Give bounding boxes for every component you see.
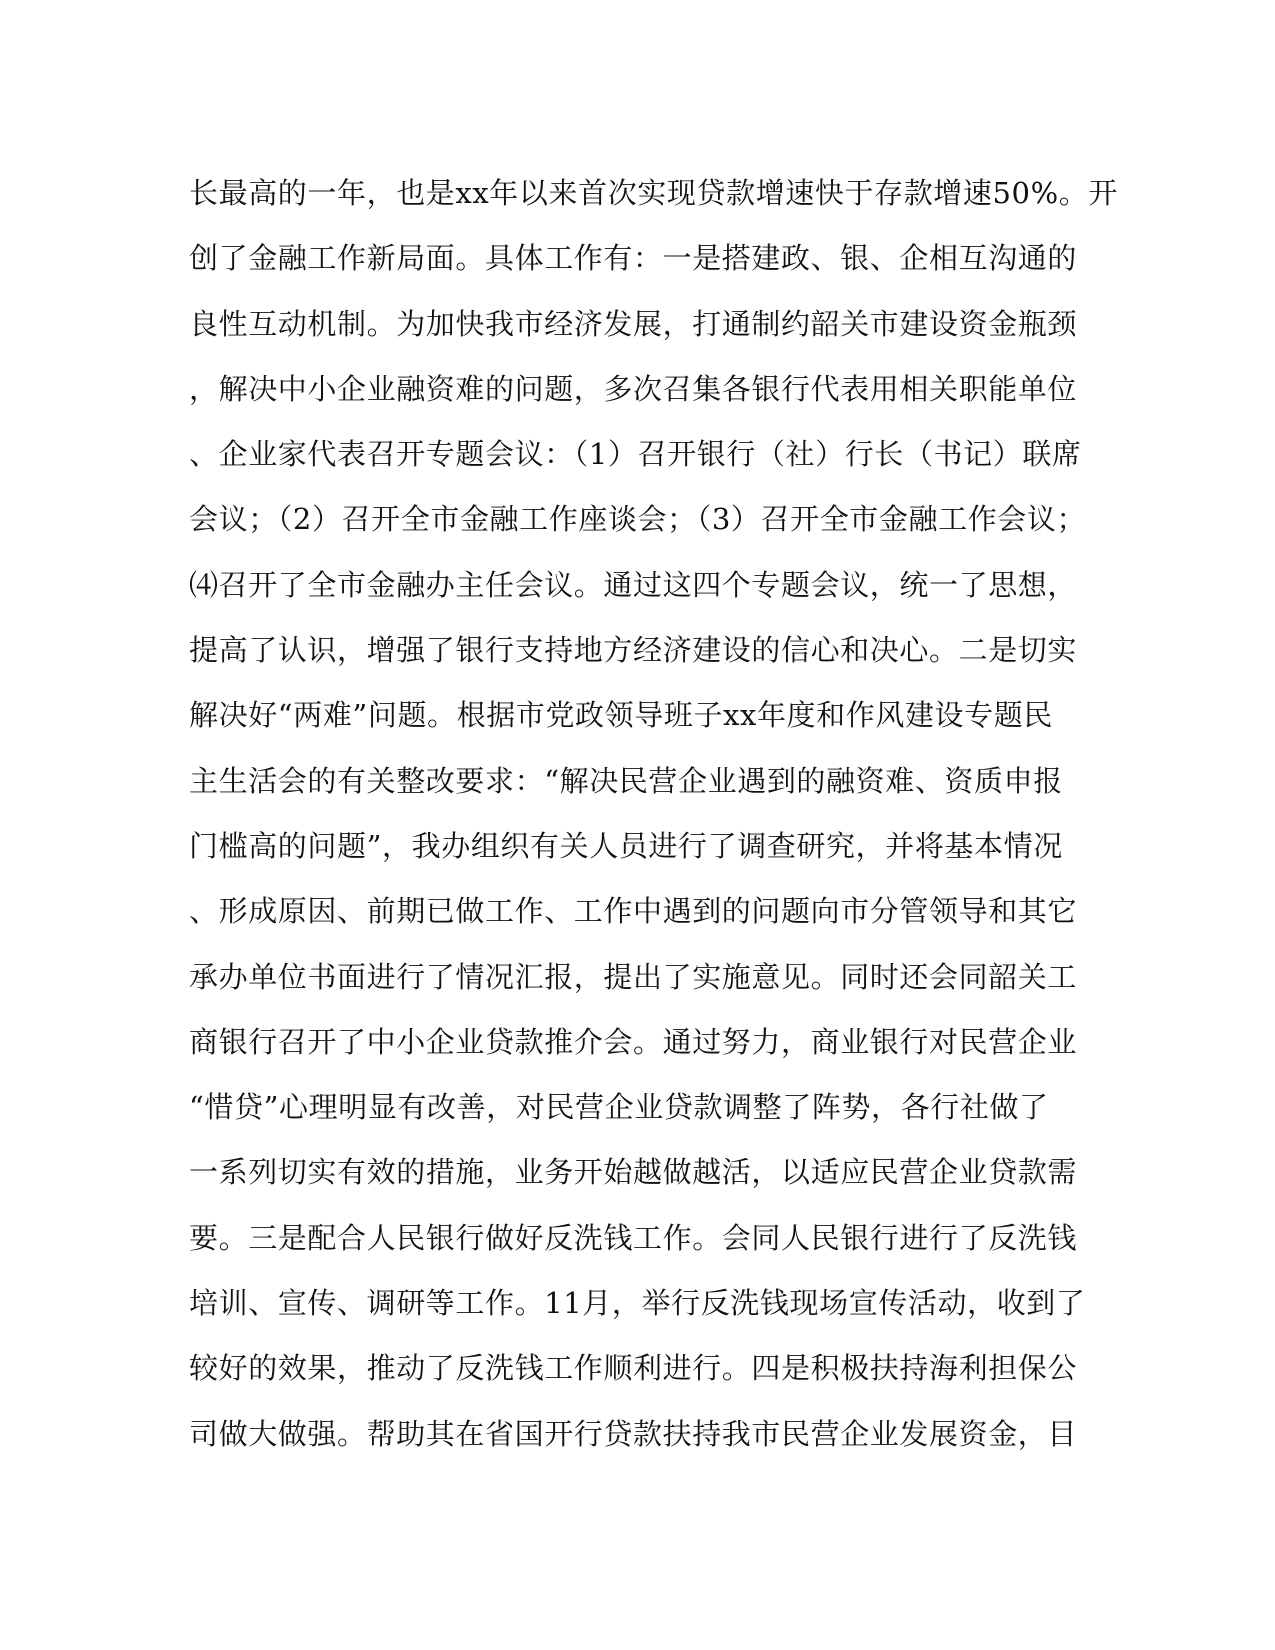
text-line: 要。三是配合人民银行做好反洗钱工作。会同人民银行进行了反洗钱	[189, 1220, 1078, 1255]
text-line: “惜贷”心理明显有改善，对民营企业贷款调整了阵势，各行社做了	[189, 1090, 1049, 1125]
text-line: ⑷召开了全市金融办主任会议。通过这四个专题会议，统一了思想，	[189, 567, 1078, 602]
text-line: 培训、宣传、调研等工作。11月，举行反洗钱现场宣传活动，收到了	[189, 1286, 1086, 1321]
text-line: 较好的效果，推动了反洗钱工作顺利进行。四是积极扶持海利担保公	[189, 1351, 1078, 1386]
text-line: 提高了认识，增强了银行支持地方经济建设的信心和决心。二是切实	[189, 633, 1078, 668]
text-line: 解决好“两难”问题。根据市党政领导班子xx年度和作风建设专题民	[189, 698, 1053, 733]
text-line: 门槛高的问题”，我办组织有关人员进行了调查研究，并将基本情况	[189, 828, 1063, 863]
text-line: 、企业家代表召开专题会议：（1）召开银行（社）行长（书记）联席	[189, 437, 1082, 472]
body-text	[189, 161, 1118, 1467]
text-line: 会议；（2）召开全市金融工作座谈会；（3）召开全市金融工作会议；	[189, 502, 1087, 537]
text-line: 商银行召开了中小企业贷款推介会。通过努力，商业银行对民营企业	[189, 1024, 1078, 1059]
text-line: 长最高的一年，也是xx年以来首次实现贷款增速快于存款增速50%。开	[189, 176, 1118, 210]
text-line: ，解决中小企业融资难的问题，多次召集各银行代表用相关职能单位	[189, 371, 1078, 406]
text-line: 良性互动机制。为加快我市经济发展，打通制约韶关市建设资金瓶颈	[189, 306, 1078, 341]
text-line: 承办单位书面进行了情况汇报，提出了实施意见。同时还会同韶关工	[189, 959, 1078, 994]
text-line: 主生活会的有关整改要求：“解决民营企业遇到的融资难、资质申报	[189, 763, 1063, 798]
text-line: 司做大做强。帮助其在省国开行贷款扶持我市民营企业发展资金，目	[189, 1416, 1078, 1451]
text-line: 、形成原因、前期已做工作、工作中遇到的问题向市分管领导和其它	[189, 894, 1078, 929]
text-line: 一系列切实有效的措施，业务开始越做越活，以适应民营企业贷款需	[189, 1155, 1078, 1190]
text-line: 创了金融工作新局面。具体工作有：一是搭建政、银、企相互沟通的	[189, 241, 1078, 276]
